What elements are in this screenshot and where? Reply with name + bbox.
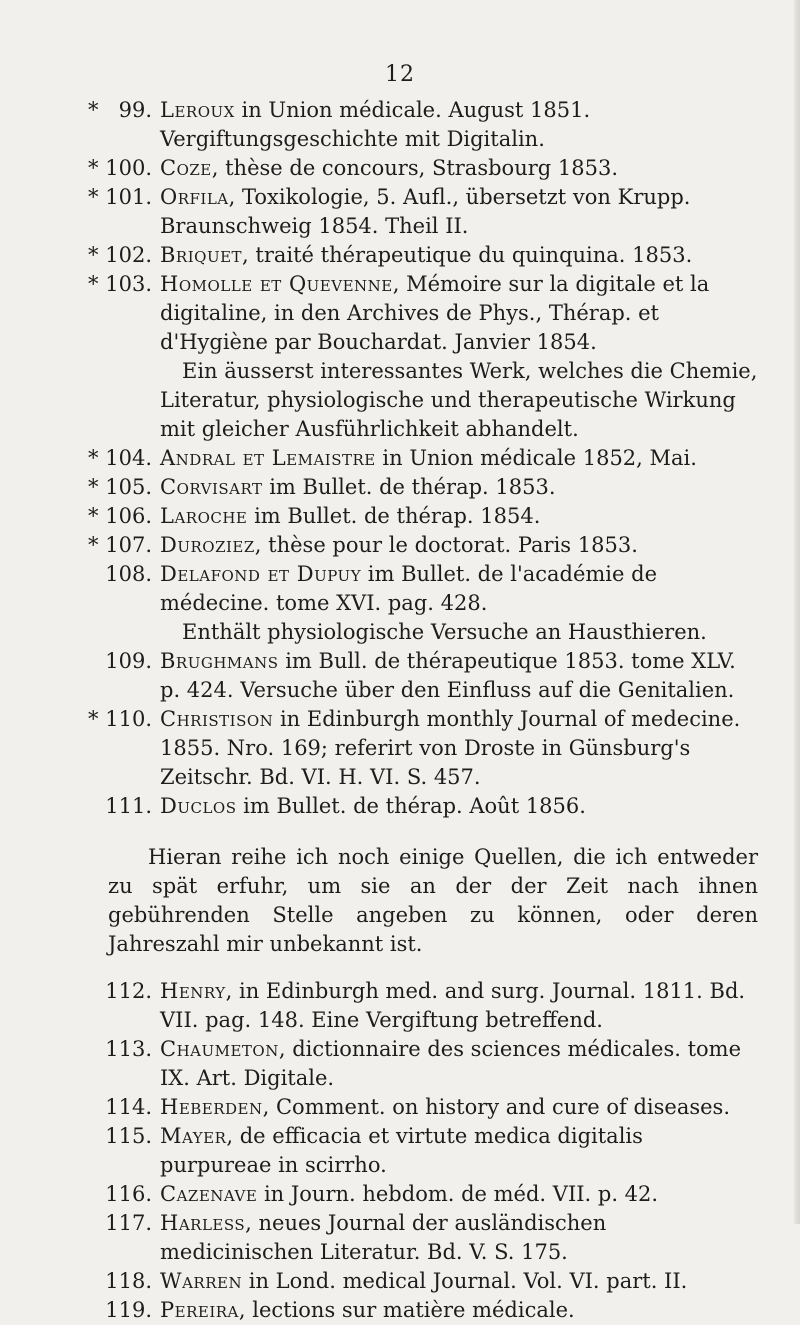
entry-text: in Edinburgh monthly Journal of medecine. 1855. Nro. 169; referirt von Droste in Günsburg's Zeitschr. Bd. VI. H. VI. S. 457. xyxy=(160,707,741,789)
entry-number: 112. xyxy=(105,979,152,1003)
entry-text: , thèse de concours, Strasbourg 1853. xyxy=(211,156,618,180)
bibliography-entry xyxy=(0,1035,800,1093)
entry-number: 110. xyxy=(105,707,152,731)
bibliography-entry xyxy=(0,1267,800,1296)
entry-author: Delafond et Dupuy xyxy=(160,562,362,586)
entry-author: Pereira xyxy=(160,1298,239,1322)
entry-text: , Comment. on history and cure of diseases. xyxy=(262,1095,731,1119)
entry-author: Cazenave xyxy=(160,1182,258,1206)
entry-number: 119. xyxy=(105,1298,152,1322)
bibliography-entry xyxy=(0,270,800,444)
entry-text: , Toxikologie, 5. Aufl., übersetzt von Krupp. Braunschweig 1854. Theil II. xyxy=(160,185,691,238)
bibliography-list-b xyxy=(0,977,800,1325)
entry-text: in Journ. hebdom. de méd. VII. p. 42. xyxy=(257,1182,659,1206)
entry-number: 99. xyxy=(118,98,152,122)
bibliography-entry xyxy=(0,977,800,1035)
entry-text: , Mémoire sur la digitale et la digitaline, in den Archives de Phys., Thérap. et d'Hygiène par Bouchardat. Janvier 1854. xyxy=(160,272,710,354)
entry-number: 109. xyxy=(105,649,152,673)
asterisk-mark: * xyxy=(88,272,99,296)
entry-note: Ein äusserst interessantes Werk, welches die Chemie, Literatur, physiologische und therapeutische Wirkung mit gleicher Ausführlichkeit abhandelt. xyxy=(160,359,758,441)
bibliography-entry xyxy=(0,531,800,560)
asterisk-mark: * xyxy=(88,243,99,267)
entry-text: im Bullet. de l'académie de médecine. tome XVI. pag. 428. xyxy=(160,562,657,615)
bibliography-entry xyxy=(0,154,800,183)
entry-number: 100. xyxy=(105,156,152,180)
entry-author: Laroche xyxy=(160,504,248,528)
bibliography-list-a xyxy=(0,96,800,821)
page-number: 12 xyxy=(385,62,415,87)
entry-number: 117. xyxy=(105,1211,152,1235)
entry-number: 114. xyxy=(105,1095,152,1119)
entry-number: 111. xyxy=(105,794,152,818)
entry-number: 105. xyxy=(105,475,152,499)
entry-number: 106. xyxy=(105,504,152,528)
entry-text: , de efficacia et virtute medica digitalis purpureae in scirrho. xyxy=(160,1124,643,1177)
bibliography-entry xyxy=(0,1122,800,1180)
bibliography-entry xyxy=(0,96,800,154)
entry-text: , traité thérapeutique du quinquina. 1853. xyxy=(242,243,693,267)
entry-author: Christison xyxy=(160,707,274,731)
entry-author: Coze xyxy=(160,156,212,180)
entry-text: im Bullet. de thérap. 1853. xyxy=(262,475,556,499)
entry-author: Warren xyxy=(160,1269,243,1293)
bibliography-entry xyxy=(0,444,800,473)
entry-text: , thèse pour le doctorat. Paris 1853. xyxy=(254,533,638,557)
bibliography-entry xyxy=(0,241,800,270)
bibliography-entry xyxy=(0,705,800,792)
bibliography-entry xyxy=(0,1180,800,1209)
bibliography-entry xyxy=(0,1296,800,1325)
bibliography-entry xyxy=(0,560,800,647)
entry-number: 115. xyxy=(105,1124,152,1148)
entry-text: im Bullet. de thérap. 1854. xyxy=(247,504,541,528)
entry-author: Corvisart xyxy=(160,475,263,499)
entry-number: 113. xyxy=(105,1037,152,1061)
asterisk-mark: * xyxy=(88,156,99,180)
entry-text: im Bull. de thérapeutique 1853. tome XLV. p. 424. Versuche über den Einfluss auf die Genitalien. xyxy=(160,649,736,702)
asterisk-mark: * xyxy=(88,504,99,528)
entry-author: Duclos xyxy=(160,794,237,818)
entry-text: in Lond. medical Journal. Vol. VI. part. II. xyxy=(242,1269,688,1293)
intro-paragraph: Hieran reihe ich noch einige Quellen, die ich entweder zu spät erfuhr, um sie an der der Zeit nach ihnen gebührenden Stelle angeben zu können, oder deren Jahreszahl mir unbekannt ist. xyxy=(108,845,758,956)
asterisk-mark: * xyxy=(88,533,99,557)
entry-author: Brughmans xyxy=(160,649,279,673)
asterisk-mark: * xyxy=(88,98,99,122)
asterisk-mark: * xyxy=(88,475,99,499)
entry-number: 107. xyxy=(105,533,152,557)
entry-number: 104. xyxy=(105,446,152,470)
entry-text: , neues Journal der ausländischen medicinischen Literatur. Bd. V. S. 175. xyxy=(160,1211,607,1264)
entry-author: Harless xyxy=(160,1211,246,1235)
entry-text: , in Edinburgh med. and surg. Journal. 1811. Bd. VII. pag. 148. Eine Vergiftung betreffend. xyxy=(160,979,746,1032)
entry-text: , dictionnaire des sciences médicales. tome IX. Art. Digitale. xyxy=(160,1037,742,1090)
bibliography-entry xyxy=(0,183,800,241)
bibliography-entry xyxy=(0,647,800,705)
entry-note: Enthält physiologische Versuche an Hausthieren. xyxy=(182,620,707,644)
bibliography-entry xyxy=(0,502,800,531)
entry-text: , lections sur matière médicale. xyxy=(238,1298,575,1322)
entry-author: Duroziez xyxy=(160,533,255,557)
entry-author: Orfila xyxy=(160,185,229,209)
entry-number: 116. xyxy=(105,1182,152,1206)
asterisk-mark: * xyxy=(88,185,99,209)
entry-author: Henry xyxy=(160,979,226,1003)
entry-number: 118. xyxy=(105,1269,152,1293)
entry-author: Andral et Lemaistre xyxy=(160,446,376,470)
entry-author: Briquet xyxy=(160,243,243,267)
entry-author: Leroux xyxy=(160,98,235,122)
entry-author: Chaumeton xyxy=(160,1037,279,1061)
entry-number: 108. xyxy=(105,562,152,586)
entry-text: in Union médicale. August 1851. Vergiftungsgeschichte mit Digitalin. xyxy=(160,98,591,151)
entry-number: 101. xyxy=(105,185,152,209)
entry-text: im Bullet. de thérap. Août 1856. xyxy=(236,794,586,818)
bibliography-entry xyxy=(0,1093,800,1122)
entry-number: 103. xyxy=(105,272,152,296)
entry-author: Heberden xyxy=(160,1095,263,1119)
entry-author: Homolle et Quevenne xyxy=(160,272,393,296)
entry-number: 102. xyxy=(105,243,152,267)
entry-text: in Union médicale 1852, Mai. xyxy=(375,446,697,470)
asterisk-mark: * xyxy=(88,446,99,470)
page-content xyxy=(0,96,800,1325)
asterisk-mark: * xyxy=(88,707,99,731)
bibliography-entry xyxy=(0,473,800,502)
bibliography-entry xyxy=(0,792,800,821)
entry-author: Mayer xyxy=(160,1124,227,1148)
bibliography-entry xyxy=(0,1209,800,1267)
